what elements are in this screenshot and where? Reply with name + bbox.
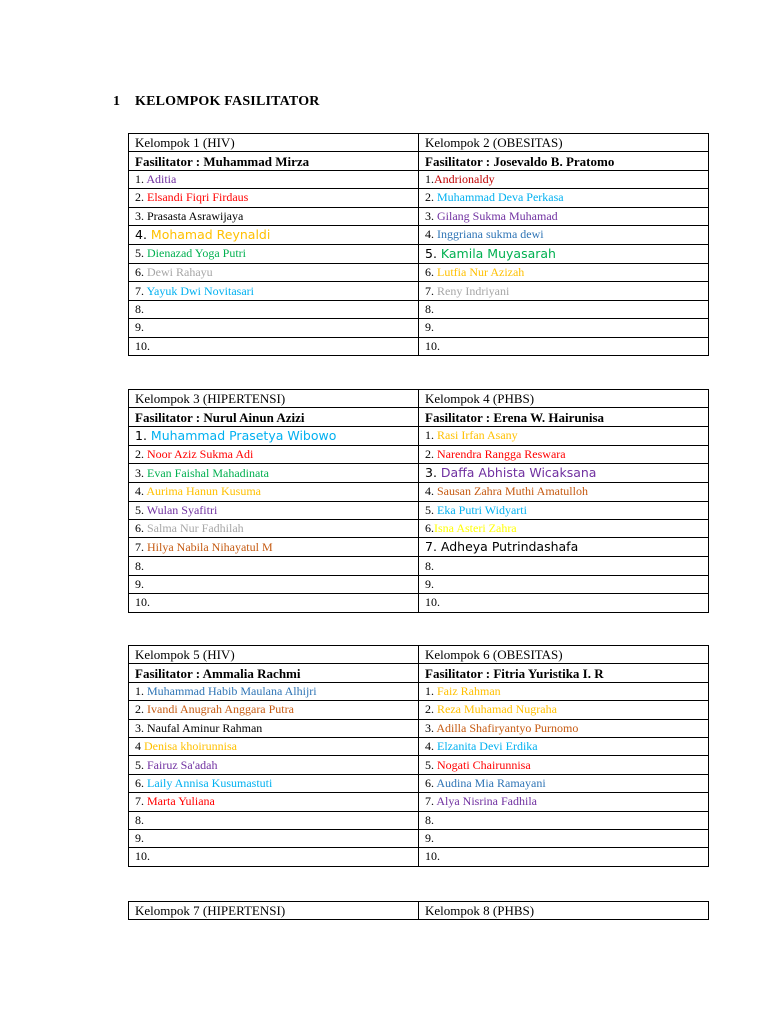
member-number: 2. [425, 190, 437, 205]
member-row [129, 244, 709, 263]
member-row [129, 319, 709, 337]
member-row [129, 225, 709, 244]
group-table-7-8 [128, 901, 709, 920]
group-table-3-4 [128, 389, 709, 613]
member-name: Sausan Zahra Muthi Amatulloh [437, 484, 588, 499]
member-cell [129, 829, 419, 847]
member-cell [129, 319, 419, 337]
member-number: 4. [135, 484, 147, 499]
member-row [129, 501, 709, 519]
member-name: Faiz Rahman [437, 683, 501, 698]
member-number: 9. [135, 320, 144, 335]
member-number: 7. [135, 539, 147, 554]
group-title: Kelompok 5 (HIV) [129, 646, 419, 664]
member-number: 10. [135, 595, 150, 610]
member-number: 1. [425, 171, 434, 186]
member-number: 1. [425, 428, 437, 443]
member-cell [129, 538, 419, 557]
member-row [129, 557, 709, 575]
member-number: 3. [425, 720, 437, 735]
group-header-row [129, 390, 709, 408]
facilitator-row [129, 152, 709, 170]
member-name: Reny Indriyani [437, 283, 510, 298]
member-row [129, 300, 709, 318]
member-row [129, 575, 709, 593]
member-cell [129, 170, 419, 188]
group-title: Kelompok 6 (OBESITAS) [419, 646, 709, 664]
group-title: Kelompok 4 (PHBS) [419, 390, 709, 408]
member-row [129, 483, 709, 501]
member-cell [129, 189, 419, 207]
member-number: 6. [135, 521, 147, 536]
member-cell [419, 225, 709, 244]
member-name: Audina Mia Ramayani [436, 775, 546, 790]
member-name: Aurima Hanun Kusuma [146, 484, 261, 499]
member-cell [129, 774, 419, 792]
member-name: Salma Nur Fadhilah [147, 521, 244, 536]
member-row [129, 170, 709, 188]
member-number: 1. [425, 683, 437, 698]
member-row [129, 337, 709, 355]
member-cell [419, 829, 709, 847]
member-cell [129, 848, 419, 866]
member-name: Kamila Muyasarah [440, 245, 556, 261]
member-number: 5. [425, 757, 437, 772]
member-row [129, 519, 709, 537]
member-number: 6. [135, 775, 147, 790]
member-number: 8. [135, 812, 144, 827]
member-name: Wulan Syafitri [146, 502, 218, 517]
member-number: 1. [135, 683, 147, 698]
group-title: Kelompok 2 (OBESITAS) [419, 134, 709, 152]
member-cell [129, 811, 419, 829]
member-cell [129, 300, 419, 318]
member-name: Adilla Shafiryantyo Purnomo [436, 720, 579, 735]
member-number: 6. [425, 265, 437, 280]
member-number: 2. [425, 446, 437, 461]
member-number: 5. [425, 502, 437, 517]
member-cell [419, 300, 709, 318]
group-title: Kelompok 8 (PHBS) [419, 902, 709, 920]
member-number: 4. [425, 227, 437, 242]
member-name: Yayuk Dwi Novitasari [146, 283, 255, 298]
member-row [129, 848, 709, 866]
group-title: Kelompok 3 (HIPERTENSI) [129, 390, 419, 408]
member-cell [419, 337, 709, 355]
member-row [129, 701, 709, 719]
member-number: 4. [135, 226, 151, 242]
member-number: 7. [425, 794, 437, 809]
facilitator-name: Fasilitator : Josevaldo B. Pratomo [419, 152, 709, 170]
member-number: 7. [425, 539, 441, 555]
member-number: 2. [135, 446, 147, 461]
member-row [129, 464, 709, 483]
member-name: Elsandi Fiqri Firdaus [147, 190, 249, 205]
member-cell [129, 464, 419, 483]
member-cell [129, 426, 419, 445]
member-cell [419, 538, 709, 557]
member-name: Gilang Sukma Muhamad [437, 208, 558, 223]
member-cell [419, 682, 709, 700]
member-row [129, 263, 709, 281]
member-name: Narendra Rangga Reswara [437, 446, 566, 461]
member-cell [419, 594, 709, 612]
member-cell [129, 701, 419, 719]
facilitator-name: Fasilitator : Muhammad Mirza [129, 152, 419, 170]
member-number: 9. [425, 831, 434, 846]
member-number: 3. [425, 465, 441, 481]
member-row [129, 682, 709, 700]
member-name: Marta Yuliana [147, 794, 215, 809]
member-number: 6. [425, 521, 434, 536]
member-row [129, 719, 709, 737]
member-name: Aditia [146, 171, 177, 186]
member-number: 6. [425, 775, 437, 790]
member-number: 10. [425, 338, 440, 353]
member-number: 10. [425, 849, 440, 864]
group-header-row [129, 134, 709, 152]
member-cell [129, 737, 419, 755]
member-number: 4. [425, 484, 437, 499]
member-number: 9. [135, 576, 144, 591]
member-number: 8. [425, 812, 434, 827]
section-heading [113, 94, 320, 110]
member-cell [419, 170, 709, 188]
member-name: Ivandi Anugrah Anggara Putra [147, 702, 294, 717]
group-title: Kelompok 7 (HIPERTENSI) [129, 902, 419, 920]
member-number: 5. [135, 757, 147, 772]
group-table-5-6 [128, 645, 709, 867]
member-cell [419, 793, 709, 811]
member-row [129, 793, 709, 811]
member-name: Inggriana sukma dewi [437, 227, 544, 242]
member-number: 2. [135, 190, 147, 205]
member-row [129, 594, 709, 612]
member-cell [129, 682, 419, 700]
member-number: 3. [135, 208, 147, 223]
facilitator-name: Fasilitator : Nurul Ainun Azizi [129, 408, 419, 426]
member-name: Dienazad Yoga Putri [147, 246, 246, 261]
member-number: 1. [135, 427, 151, 443]
member-row [129, 756, 709, 774]
member-number: 4. [425, 739, 437, 754]
member-cell [129, 719, 419, 737]
member-number: 7. [135, 283, 147, 298]
member-cell [419, 189, 709, 207]
member-cell [419, 207, 709, 225]
group-header-row [129, 646, 709, 664]
facilitator-name: Fasilitator : Fitria Yuristika I. R [419, 664, 709, 682]
facilitator-row [129, 408, 709, 426]
member-row [129, 207, 709, 225]
member-number: 9. [425, 576, 434, 591]
member-cell [419, 426, 709, 445]
member-cell [419, 719, 709, 737]
member-number: 4 [135, 739, 144, 754]
member-cell [419, 737, 709, 755]
member-cell [419, 501, 709, 519]
member-number: 2. [135, 702, 147, 717]
member-name: Naufal Aminur Rahman [147, 720, 263, 735]
member-number: 8. [135, 301, 144, 316]
member-number: 3. [135, 720, 147, 735]
member-row [129, 737, 709, 755]
group-title: Kelompok 1 (HIV) [129, 134, 419, 152]
member-name: Nogati Chairunnisa [437, 757, 531, 772]
member-cell [419, 557, 709, 575]
member-number: 6. [135, 265, 147, 280]
member-number: 3. [135, 465, 147, 480]
member-name: Isna Asteri Zahra [434, 521, 517, 536]
member-number: 5. [425, 245, 441, 261]
member-number: 10. [135, 849, 150, 864]
facilitator-row [129, 664, 709, 682]
member-name: Evan Faishal Mahadinata [147, 465, 269, 480]
member-cell [129, 501, 419, 519]
member-name: Laily Annisa Kusumastuti [147, 775, 273, 790]
member-cell [129, 557, 419, 575]
member-number: 8. [425, 301, 434, 316]
member-name: Andrionaldy [434, 171, 495, 186]
member-name: Dewi Rahayu [147, 265, 213, 280]
member-number: 7. [425, 283, 437, 298]
member-cell [129, 594, 419, 612]
member-name: Mohamad Reynaldi [150, 226, 271, 242]
member-cell [129, 282, 419, 300]
member-row [129, 426, 709, 445]
member-number: 5. [135, 246, 147, 261]
member-cell [419, 701, 709, 719]
member-name: Denisa khoirunnisa [144, 739, 237, 754]
member-name: Elzanita Devi Erdika [437, 739, 538, 754]
member-name: Reza Muhamad Nugraha [437, 702, 557, 717]
member-name: Hilya Nabila Nihayatul M [147, 539, 273, 554]
member-cell [129, 575, 419, 593]
member-row [129, 189, 709, 207]
member-name: Muhammad Habib Maulana Alhijri [147, 683, 317, 698]
member-cell [419, 575, 709, 593]
member-number: 2. [425, 702, 437, 717]
facilitator-name: Fasilitator : Ammalia Rachmi [129, 664, 419, 682]
member-cell [419, 519, 709, 537]
member-cell [129, 263, 419, 281]
member-cell [419, 811, 709, 829]
member-number: 8. [425, 558, 434, 573]
section-title: KELOMPOK FASILITATOR [135, 94, 320, 109]
member-cell [129, 244, 419, 263]
member-cell [129, 519, 419, 537]
member-number: 3. [425, 208, 437, 223]
member-name: Alya Nisrina Fadhila [436, 794, 537, 809]
member-number: 9. [135, 831, 144, 846]
member-cell [129, 483, 419, 501]
group-table-1-2 [128, 133, 709, 356]
member-number: 7. [135, 794, 147, 809]
facilitator-name: Fasilitator : Erena W. Hairunisa [419, 408, 709, 426]
member-cell [419, 848, 709, 866]
member-row [129, 774, 709, 792]
member-cell [419, 445, 709, 463]
member-row [129, 829, 709, 847]
member-name: Muhammad Prasetya Wibowo [150, 427, 337, 443]
member-cell [129, 337, 419, 355]
member-cell [419, 483, 709, 501]
member-cell [419, 263, 709, 281]
member-row [129, 282, 709, 300]
group-header-row [129, 902, 709, 920]
member-cell [129, 793, 419, 811]
member-name: Rasi Irfan Asany [437, 428, 518, 443]
member-cell [419, 319, 709, 337]
member-number: 9. [425, 320, 434, 335]
member-cell [129, 225, 419, 244]
member-cell [419, 774, 709, 792]
member-number: 10. [135, 338, 150, 353]
member-row [129, 538, 709, 557]
member-cell [419, 244, 709, 263]
section-number: 1 [113, 94, 121, 109]
member-cell [129, 445, 419, 463]
member-name: Fairuz Sa'adah [147, 757, 218, 772]
member-cell [419, 282, 709, 300]
member-number: 1. [135, 171, 147, 186]
member-name: Eka Putri Widyarti [437, 502, 527, 517]
member-row [129, 445, 709, 463]
member-number: 8. [135, 558, 144, 573]
member-name: Daffa Abhista Wicaksana [440, 465, 597, 481]
member-name: Adheya Putrindashafa [440, 539, 579, 555]
member-name: Muhammad Deva Perkasa [437, 190, 564, 205]
member-cell [129, 207, 419, 225]
member-name: Lutfia Nur Azizah [437, 265, 525, 280]
member-cell [419, 464, 709, 483]
member-name: Noor Aziz Sukma Adi [147, 446, 254, 461]
member-cell [419, 756, 709, 774]
member-cell [129, 756, 419, 774]
member-row [129, 811, 709, 829]
member-name: Prasasta Asrawijaya [147, 208, 244, 223]
member-number: 5. [135, 502, 147, 517]
member-number: 10. [425, 595, 440, 610]
